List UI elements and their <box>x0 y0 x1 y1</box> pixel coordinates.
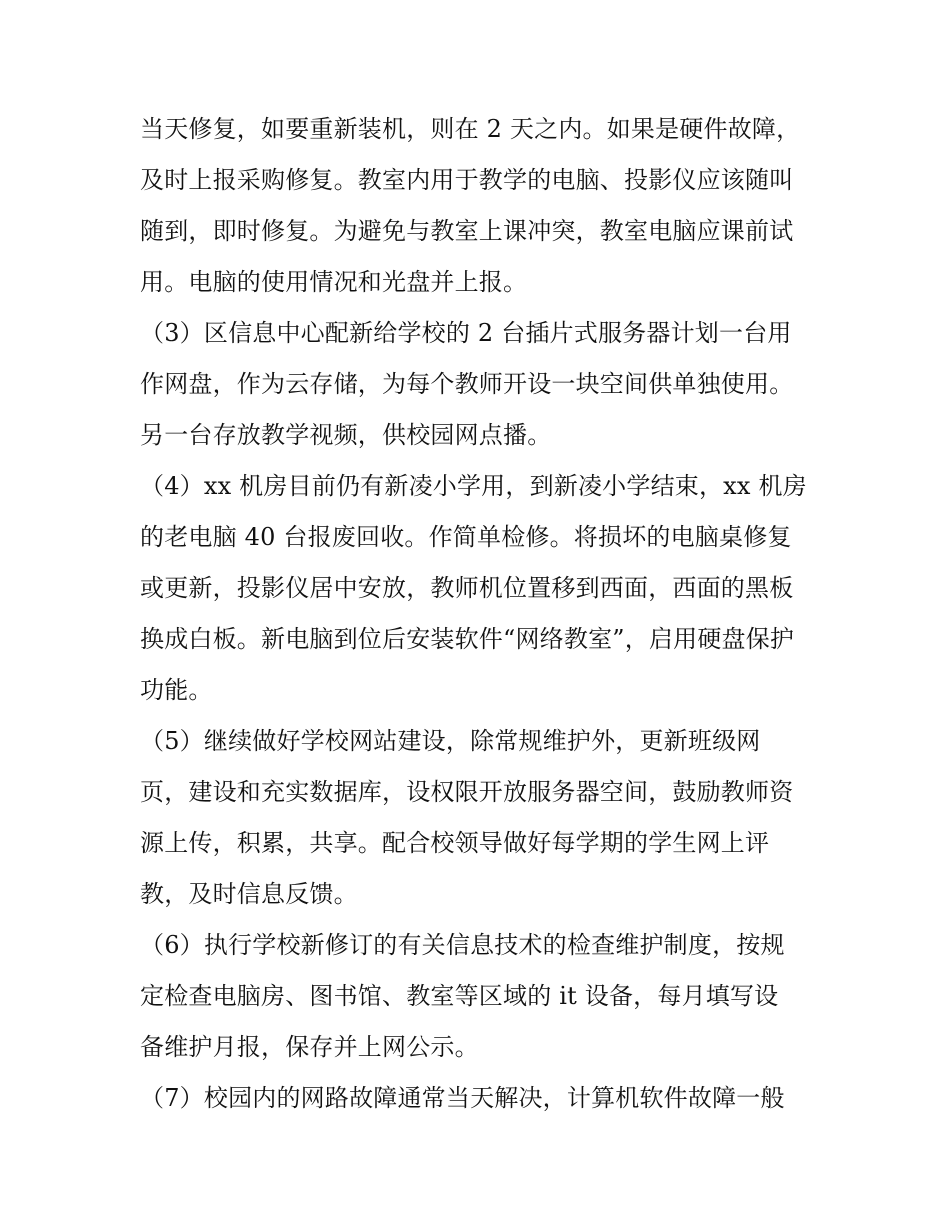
text-line: 源上传，积累，共享。配合校领导做好每学期的学生网上评 <box>140 829 770 857</box>
text-line: 备维护月报，保存并上网公示。 <box>140 1033 479 1061</box>
text-line: 用。电脑的使用情况和光盘并上报。 <box>140 268 528 296</box>
text-line: （5）继续做好学校网站建设，除常规维护外，更新班级网 <box>140 727 761 755</box>
text-line: 另一台存放教学视频，供校园网点播。 <box>140 421 552 449</box>
text-line: 的老电脑 40 台报废回收。作简单检修。将损坏的电脑桌修复 <box>140 523 792 551</box>
text-line: （4）xx 机房目前仍有新凌小学用，到新凌小学结束，xx 机房 <box>140 472 807 500</box>
text-line: 换成白板。新电脑到位后安装软件“网络教室”，启用硬盘保护 <box>140 625 795 653</box>
text-line: （3）区信息中心配新给学校的 2 台插片式服务器计划一台用 <box>140 319 792 347</box>
text-line: 定检查电脑房、图书馆、教室等区域的 it 设备，每月填写设 <box>140 982 779 1010</box>
text-line: （7）校园内的网路故障通常当天解决，计算机软件故障一般 <box>140 1084 785 1112</box>
text-line: 作网盘，作为云存储，为每个教师开设一块空间供单独使用。 <box>140 370 794 398</box>
text-line: 及时上报采购修复。教室内用于教学的电脑、投影仪应该随叫 <box>140 166 794 194</box>
text-line: 功能。 <box>140 676 213 704</box>
text-line: 教，及时信息反馈。 <box>140 880 358 908</box>
text-line: （6）执行学校新修订的有关信息技术的检查维护制度，按规 <box>140 931 785 959</box>
document-body <box>140 104 830 1124</box>
text-line: 或更新，投影仪居中安放，教师机位置移到西面，西面的黑板 <box>140 574 794 602</box>
text-line: 页，建设和充实数据库，设权限开放服务器空间，鼓励教师资 <box>140 778 794 806</box>
text-line: 当天修复，如要重新装机，则在 2 天之内。如果是硬件故障， <box>140 115 801 143</box>
text-line: 随到，即时修复。为避免与教室上课冲突，教室电脑应课前试 <box>140 217 794 245</box>
